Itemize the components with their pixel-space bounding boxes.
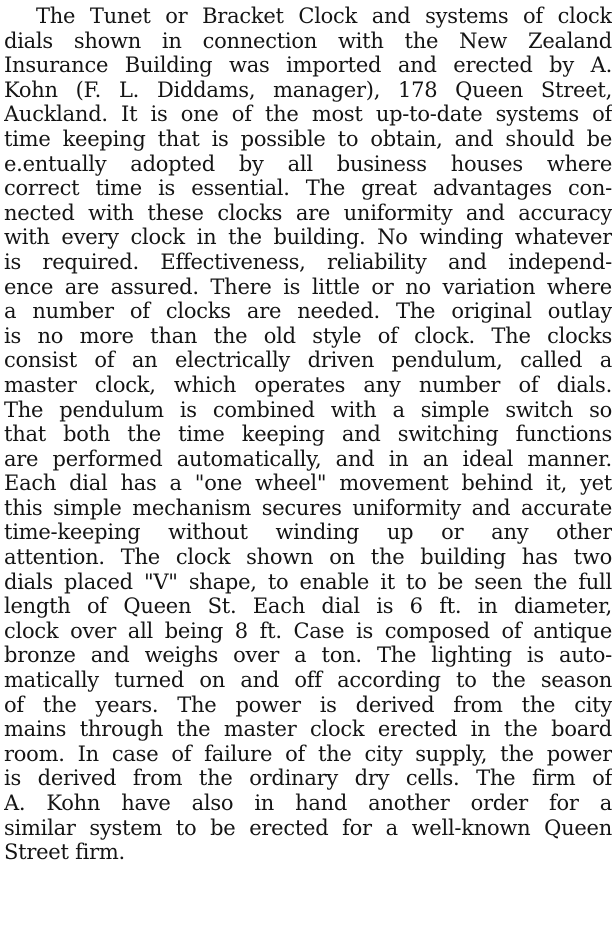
text-line: Auckland. It is one of the most up-to-date systems of — [4, 102, 612, 127]
text-line: nected with these clocks are uniformity and accuracy — [4, 200, 612, 225]
text-line: correct time is essential. The great advantages con- — [4, 176, 612, 201]
text-line: The Tunet or Bracket Clock and systems of clock — [36, 4, 612, 28]
text-line: Street firm. — [4, 840, 125, 865]
text-line: Kohn (F. L. Diddams, manager), 178 Queen Street, — [4, 77, 612, 102]
text-line: master clock, which operates any number of dials. — [4, 372, 612, 397]
text-line: e.entually adopted by all business houses where — [4, 151, 612, 176]
text-line: that both the time keeping and switching functions — [4, 422, 612, 447]
text-line: similar system to be erected for a well-known Queen — [4, 815, 612, 840]
text-line: length of Queen St. Each dial is 6 ft. in diameter, — [4, 594, 612, 619]
text-line: matically turned on and off according to the season — [4, 668, 612, 693]
text-line: bronze and weighs over a ton. The lighting is auto- — [4, 643, 612, 668]
article-body — [4, 4, 612, 865]
text-line: consist of an electrically driven pendulum, called a — [4, 348, 612, 373]
text-line: of the years. The power is derived from the city — [4, 692, 612, 717]
text-line: clock over all being 8 ft. Case is composed of antique — [4, 618, 612, 643]
text-line: is derived from the ordinary dry cells. The firm of — [4, 766, 612, 791]
text-line: ence are assured. There is little or no variation where — [4, 274, 612, 299]
text-line: room. In case of failure of the city supply, the power — [4, 741, 612, 766]
text-line: Insurance Building was imported and erected by A. — [4, 53, 612, 78]
text-line: dials shown in connection with the New Zealand — [4, 28, 612, 53]
text-line: time keeping that is possible to obtain, and should be — [4, 126, 612, 151]
text-line: mains through the master clock erected in the board — [4, 717, 612, 742]
text-line: is required. Effectiveness, reliability and independ- — [4, 249, 612, 274]
text-line: A. Kohn have also in hand another order for a — [4, 791, 612, 815]
text-line: this simple mechanism secures uniformity and accurate — [4, 495, 612, 520]
text-line: The pendulum is combined with a simple switch so — [4, 397, 612, 422]
text-line: with every clock in the building. No winding whatever — [4, 225, 612, 250]
text-line: a number of clocks are needed. The original outlay — [4, 299, 612, 324]
text-line: dials placed "V" shape, to enable it to be seen the full — [4, 569, 612, 594]
text-line: attention. The clock shown on the building has two — [4, 545, 612, 570]
text-line: is no more than the old style of clock. The clocks — [4, 323, 612, 348]
text-line: Each dial has a "one wheel" movement behind it, yet — [4, 471, 612, 496]
text-line: time-keeping without winding up or any other — [4, 520, 612, 545]
text-line: are performed automatically, and in an ideal manner. — [4, 446, 612, 471]
